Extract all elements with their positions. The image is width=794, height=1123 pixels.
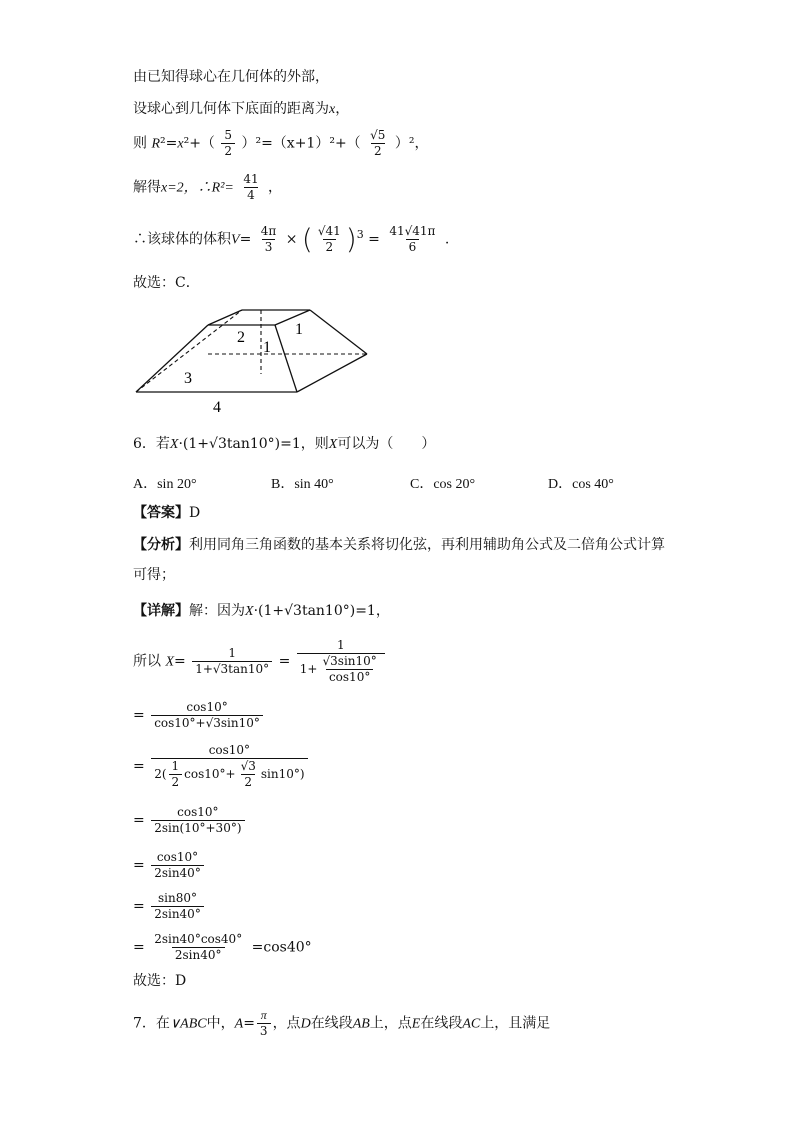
step-5: = $\frac{\cos 10^\circ}{2\sin 40^\circ}$ [133,850,206,881]
label-2: 2 [237,329,245,346]
detail-line: 【详解】解：因为X·(1+√3tan10°)=1， [133,603,390,619]
step-7: = $\frac{2\sin 40^\circ\cos 40^\circ}{2\sin 40^\circ}$ =cos40° [133,932,312,962]
label-4: 4 [213,399,221,416]
option-c: C．cos 20° [410,477,476,492]
answer-line: 【答案】D [133,505,201,521]
step-3: = cos10° 2( $\frac{1}{2}$ cos10°+ $\frac{√3}{2}$ sin10°) [133,743,310,790]
step-4: = $\frac{\cos 10^\circ}{2\sin(10^\circ+30^\circ)}$ [133,805,247,836]
choose-c-line: 故选：C． [133,275,200,291]
step-2: = $\frac{\cos 10^\circ}{\cos 10^\circ+√3\sin 10^\circ}$ [133,700,265,731]
solve-line: 解得x=2，∴R²= $\frac{41}{4}$ ， [133,172,283,202]
analysis-line-2: 可得； [133,567,175,583]
solution-line-2: 设球心到几何体下底面的距离为x， [133,101,350,117]
option-d: D．cos 40° [548,477,614,492]
question-7-stem: 7．在∨ABC中，A= $\frac{\pi}{3}$ ，点D在线段AB上，点E在线段AC上，且满足 [133,1008,551,1038]
label-3: 3 [184,370,192,387]
solution-line-1: 由已知得球心在几何体的外部， [133,69,329,85]
frustum-figure [130,300,380,420]
analysis-line-1: 【分析】利用同角三角函数的基本关系将切化弦，再利用辅助角公式及二倍角公式计算 [133,537,665,553]
option-a: A．sin 20° [133,477,197,492]
question-6-stem: 6．若X·(1+√3tan10°)=1，则X可以为（ ） [133,436,436,452]
choose-d-line: 故选：D [133,973,187,989]
label-top-1: 1 [295,321,303,338]
step-6: = $\frac{\sin 80^\circ}{2\sin 40^\circ}$ [133,891,206,922]
label-mid-1: 1 [263,339,271,356]
volume-line: ∴该球体的体积V= $\frac{4\pi}{3}$ × ( $\frac{√41}{2}$ )$^3$ = $\frac{41√41\pi}{6}$ . [133,222,450,256]
equation-r-squared: 则 R²=x²+（ $\frac{5}{2}$ ）²=（x+1）²+（ $\frac{√5}{2}$ ）²， [133,128,429,158]
option-b: B．sin 40° [271,477,334,492]
step-1: 所以 X= $\frac{1}{1+√3\tan 10^\circ}$ = 1 1+ $\frac{√3\sin 10^\circ}{\cos 10^\circ}$ [133,638,387,685]
edge-left [136,325,208,392]
